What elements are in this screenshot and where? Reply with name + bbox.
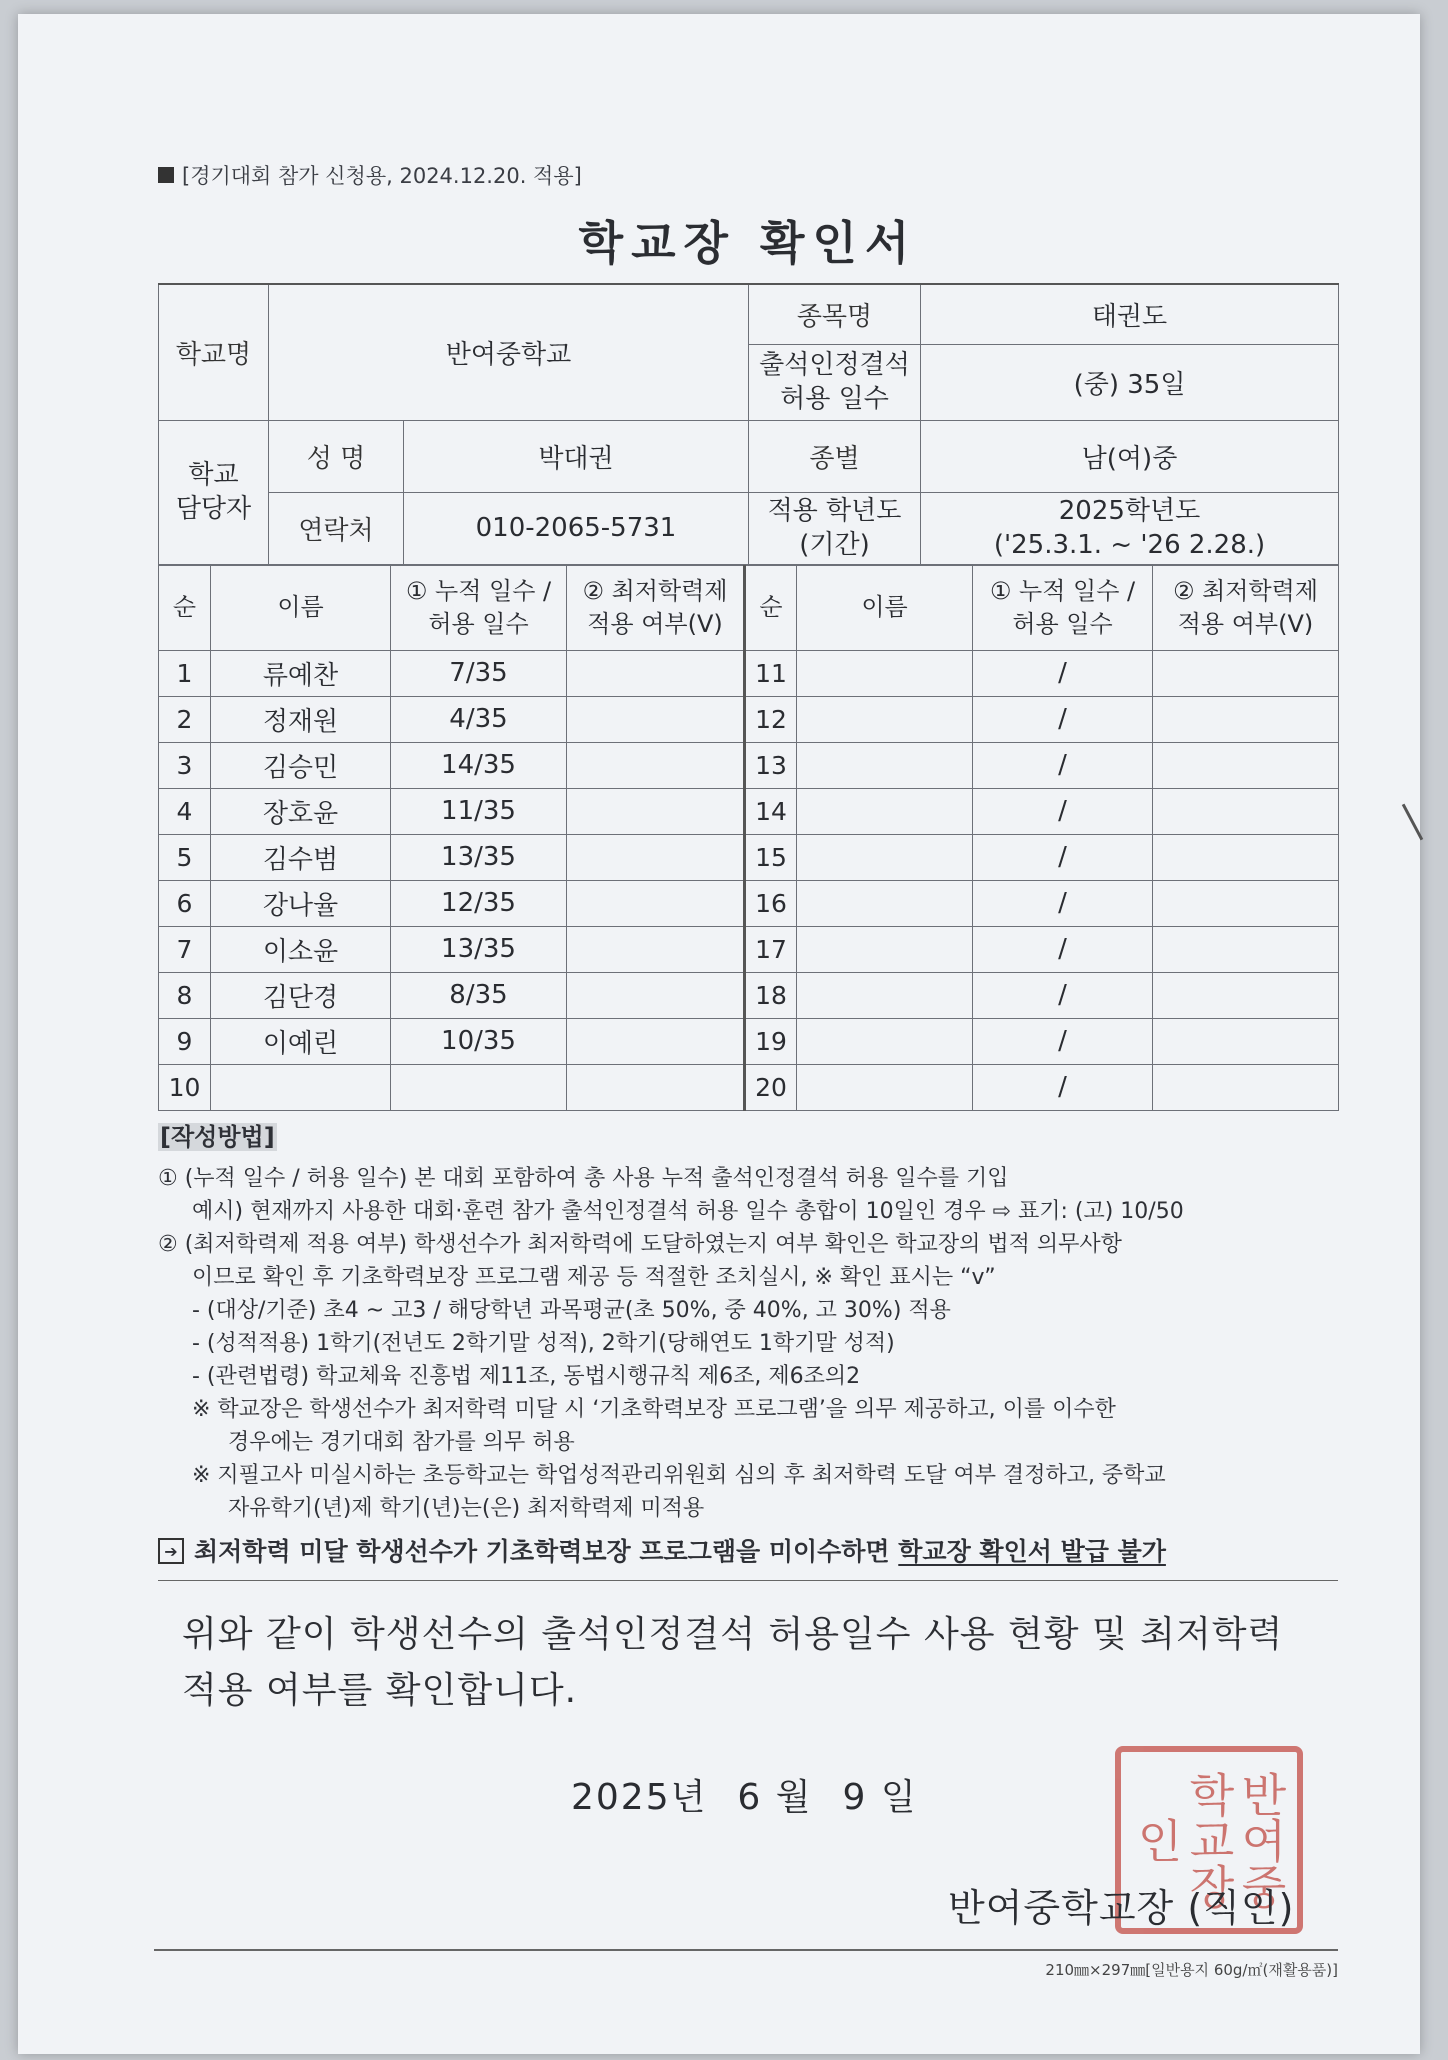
instruction-line-4: 이므로 확인 후 기초학력보장 프로그램 제공 등 적절한 조치실시, ※ 확인 표시는 “v” [192,1264,996,1290]
header-min-right-line2: 적용 여부(V) [1177,609,1314,638]
issue-date [571,1769,918,1820]
accumulated-days: / [973,1018,1153,1064]
min-academic-check [567,788,745,834]
student-name [797,880,973,926]
min-academic-check [1153,972,1339,1018]
header-days-right [973,565,1153,650]
table-row [159,696,1339,742]
bottom-divider [154,1949,1338,1951]
min-academic-check [567,742,745,788]
notice-text [194,1535,1166,1568]
student-name [797,788,973,834]
instruction-line-9: 경우에는 경기대회 참가를 의무 허용 [228,1429,575,1455]
student-name: 류예찬 [211,650,391,696]
table-row [159,788,1339,834]
min-academic-check [1153,1064,1339,1110]
header-min-right-line1: ② 최저학력제 [1172,576,1319,605]
signer: 반여중학교장 (직인) [948,1886,1295,1930]
row-number: 3 [159,742,211,788]
accumulated-days: / [973,880,1153,926]
accumulated-days: / [973,972,1153,1018]
student-name [797,1018,973,1064]
confirmation-statement [158,1607,1338,1719]
min-academic-check [567,972,745,1018]
row-number: 17 [745,926,797,972]
accumulated-days: 4/35 [391,696,567,742]
min-academic-check [1153,926,1339,972]
student-name: 장호윤 [211,788,391,834]
instruction-line-11: 자유학기(년)제 학기(년)는(은) 최저학력제 미적용 [228,1495,705,1521]
table-row [159,650,1339,696]
header-days-line1: ① 누적 일수 / [405,576,552,605]
school-label: 학교명 [159,284,269,420]
header-seq: 순 [159,565,211,650]
row-number: 14 [745,788,797,834]
min-academic-check [567,926,745,972]
contact-label: 연락처 [269,492,404,564]
row-number: 15 [745,834,797,880]
accumulated-days: 11/35 [391,788,567,834]
min-academic-check [1153,880,1339,926]
manager-label [159,420,269,564]
year-label [749,492,921,564]
min-academic-check [567,650,745,696]
min-academic-check [1153,696,1339,742]
contact-value: 010-2065-5731 [404,492,749,564]
absence-label-line2: 허용 일수 [780,384,889,414]
student-name: 이소윤 [211,926,391,972]
header-min [567,565,745,650]
student-name: 이예린 [211,1018,391,1064]
date-year: 2025년 [571,1777,708,1818]
student-name [797,972,973,1018]
accumulated-days: 14/35 [391,742,567,788]
date-month-unit: 월 [775,1777,813,1818]
instruction-line-7: - (관련법령) 학교체육 진흥법 제11조, 동법시행규칙 제6조, 제6조의2 [192,1363,861,1389]
accumulated-days: / [973,788,1153,834]
student-name [797,1064,973,1110]
header-days [391,565,567,650]
year-label-line2: (기간) [799,530,870,560]
min-academic-check [567,1064,745,1110]
arrow-box-icon: ➔ [158,1538,184,1564]
year-value-line2: ('25.3.1. ~ '26 2.28.) [993,530,1266,560]
header-note-text: [경기대회 참가 신청용, 2024.12.20. 적용] [182,164,582,188]
name-value: 박대권 [404,420,749,492]
table-row [159,1018,1339,1064]
confirmation-line-2: 적용 여부를 확인합니다. [182,1669,578,1711]
table-row [159,972,1339,1018]
row-number: 12 [745,696,797,742]
min-academic-check [1153,788,1339,834]
accumulated-days: / [973,926,1153,972]
row-number: 10 [159,1064,211,1110]
student-name [797,834,973,880]
student-name [211,1064,391,1110]
table-row [159,742,1339,788]
category-value: 남(여)중 [921,420,1339,492]
instruction-line-2: 예시) 현재까지 사용한 대회·훈련 참가 출석인정결석 허용 일수 총합이 10일인 경우 ⇨ 표기: (고) 10/50 [192,1198,1184,1224]
header-note [158,159,1338,191]
confirmation-document [158,159,1338,1979]
header-min-line1: ② 최저학력제 [582,576,728,605]
date-day: 9 [842,1777,868,1818]
instructions-heading [158,1121,1338,1154]
row-number: 2 [159,696,211,742]
min-academic-check [567,834,745,880]
header-min-line2: 적용 여부(V) [587,609,723,638]
year-value-line1: 2025학년도 [1058,496,1201,526]
table-row [159,926,1339,972]
info-table [158,283,1339,565]
accumulated-days: 7/35 [391,650,567,696]
manager-label-line2: 담당자 [175,494,252,524]
header-min-right [1153,565,1339,650]
accumulated-days: / [973,742,1153,788]
year-label-line1: 적용 학년도 [767,496,902,526]
header-days-right-line2: 허용 일수 [1012,609,1113,638]
manager-label-line1: 학교 [188,460,239,490]
row-number: 13 [745,742,797,788]
student-name: 강나율 [211,880,391,926]
instructions-heading-text: [작성방법] [160,1122,275,1151]
table-row [159,834,1339,880]
student-name [797,742,973,788]
accumulated-days: / [973,696,1153,742]
school-name: 반여중학교 [269,284,749,420]
accumulated-days: 13/35 [391,834,567,880]
row-number: 9 [159,1018,211,1064]
divider [158,1580,1338,1581]
instruction-line-1: ① (누적 일수 / 허용 일수) 본 대회 포함하여 총 사용 누적 출석인정결석 허용 일수를 기입 [158,1165,1009,1191]
absence-value: (중) 35일 [921,344,1339,420]
category-label: 종별 [749,420,921,492]
min-academic-check [567,1018,745,1064]
accumulated-days: 10/35 [391,1018,567,1064]
paper-spec: 210㎜×297㎜[일반용지 60g/㎡(재활용품)] [1045,1961,1338,1979]
min-academic-check [1153,834,1339,880]
accumulated-days: 8/35 [391,972,567,1018]
square-bullet-icon [158,167,174,183]
year-value [921,492,1339,564]
min-academic-check [1153,650,1339,696]
table-row [159,880,1339,926]
name-label: 성 명 [269,420,404,492]
instruction-line-10: ※ 지필고사 미실시하는 초등학교는 학업성적관리위원회 심의 후 최저학력 도달 여부 결정하고, 중학교 [192,1462,1166,1488]
notice-text-a: 최저학력 미달 학생선수가 기초학력보장 프로그램을 미이수하면 [194,1536,899,1566]
accumulated-days: / [973,834,1153,880]
min-academic-check [1153,1018,1339,1064]
official-seal: 반여중학교장인 [1115,1746,1303,1934]
table-row [159,1064,1339,1110]
instruction-line-6: - (성적적용) 1학기(전년도 2학기말 성적), 2학기(당해연도 1학기말 성적) [192,1330,895,1356]
row-number: 16 [745,880,797,926]
row-number: 8 [159,972,211,1018]
student-name: 김승민 [211,742,391,788]
accumulated-days: 12/35 [391,880,567,926]
sport-label: 종목명 [749,284,921,344]
row-number: 20 [745,1064,797,1110]
min-academic-check [567,880,745,926]
student-name [797,650,973,696]
header-days-right-line1: ① 누적 일수 / [989,576,1136,605]
notice-text-b: 학교장 확인서 발급 불가 [898,1536,1166,1566]
student-name [797,926,973,972]
date-day-unit: 일 [880,1777,918,1818]
row-number: 1 [159,650,211,696]
student-name: 김수범 [211,834,391,880]
instructions [158,1121,1338,1581]
student-name: 정재원 [211,696,391,742]
accumulated-days: 13/35 [391,926,567,972]
accumulated-days: / [973,1064,1153,1110]
header-name: 이름 [211,565,391,650]
notice-line [158,1535,1338,1568]
absence-label-line1: 출석인정결석 [759,350,910,380]
row-number: 18 [745,972,797,1018]
instruction-line-3: ② (최저학력제 적용 여부) 학생선수가 최저학력에 도달하였는지 여부 확인은 학교장의 법적 의무사항 [158,1231,1122,1257]
student-name [797,696,973,742]
row-number: 11 [745,650,797,696]
document-paper [18,14,1420,2054]
row-number: 4 [159,788,211,834]
roster-table [158,565,1339,1111]
sport-value: 태권도 [921,284,1339,344]
accumulated-days: / [973,650,1153,696]
header-seq-right: 순 [745,565,797,650]
instruction-line-5: - (대상/기준) 초4 ~ 고3 / 해당학년 과목평균(초 50%, 중 40%, 고 30%) 적용 [192,1297,951,1323]
row-number: 5 [159,834,211,880]
row-number: 7 [159,926,211,972]
date-month: 6 [737,1777,763,1818]
pen-mark [1402,804,1423,841]
roster-body [159,565,1339,1110]
confirmation-line-1: 위와 같이 학생선수의 출석인정결석 허용일수 사용 현황 및 최저학력 [182,1613,1284,1655]
absence-label [749,344,921,420]
page-title: 학교장 확인서 [578,216,918,270]
accumulated-days [391,1064,567,1110]
student-name: 김단경 [211,972,391,1018]
min-academic-check [567,696,745,742]
row-number: 19 [745,1018,797,1064]
instruction-line-8: ※ 학교장은 학생선수가 최저학력 미달 시 ‘기초학력보장 프로그램’을 의무 제공하고, 이를 이수한 [192,1396,1116,1422]
header-days-line2: 허용 일수 [428,609,529,638]
row-number: 6 [159,880,211,926]
header-name-right: 이름 [797,565,973,650]
min-academic-check [1153,742,1339,788]
roster-header-row [159,565,1339,650]
